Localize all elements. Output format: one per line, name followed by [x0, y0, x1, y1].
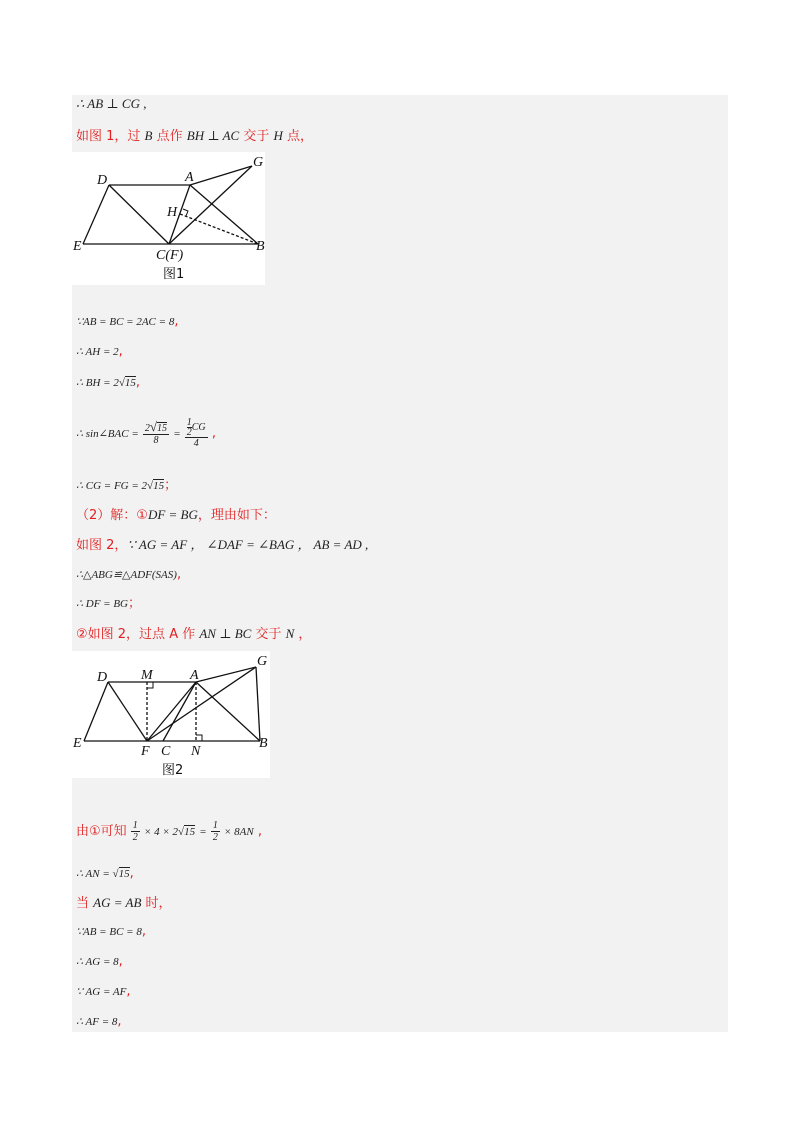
figure-1-caption: 图1 [163, 267, 185, 282]
line-draw-bh [76, 128, 313, 145]
math-text: ∴ AN = [76, 868, 113, 880]
red-text: ， [294, 627, 312, 642]
line-ag-af [76, 984, 131, 1000]
red-text: （2）解：① [76, 508, 148, 523]
math-text: ∴ AH = 2 [76, 346, 119, 358]
label-d: D [97, 670, 108, 685]
line-ab-bc-8 [76, 924, 146, 940]
figure-1 [72, 152, 265, 285]
red-comma: , [118, 954, 123, 969]
line-cg-fg: ∴ CG = FG = 2√15； [76, 478, 178, 493]
label-n: N [191, 744, 201, 759]
math-text: × 4 × 2 [143, 826, 179, 838]
line-ag-8 [76, 954, 123, 970]
label-e: E [73, 736, 82, 751]
red-comma: , [257, 824, 262, 839]
red-comma: , [176, 567, 182, 582]
label-a: A [185, 170, 194, 185]
line-ab-bc-ac [76, 314, 178, 330]
red-semicolon: ； [164, 478, 178, 493]
math-text: ∴△ABG≌△ADF(SAS) [76, 569, 177, 581]
red-text: ②如图 2，过点 A 作 [76, 627, 200, 642]
math-text: ∴ CG = FG = 2 [76, 480, 148, 492]
line-df-bg [76, 596, 141, 612]
math-text: × 8AN [223, 826, 254, 838]
red-text: 如图 1，过 [76, 129, 145, 144]
math-text: ∴ AF = 8 [76, 1016, 118, 1028]
sqrt-radicand: 15 [153, 480, 165, 492]
red-comma: , [117, 1014, 122, 1029]
fraction-sin-1: $\frac{2√15}{8}$ [144, 419, 168, 446]
red-text: 交于 [251, 627, 286, 642]
line-af-8 [76, 1014, 122, 1030]
math-text: = [199, 826, 207, 838]
label-m: M [141, 668, 153, 683]
fraction-half-2: $\frac{1}{2}$ [212, 820, 218, 843]
line-part2-intro [76, 507, 276, 524]
line-bh: ∴ BH = 2√15, [76, 375, 141, 390]
math-text: H [273, 128, 283, 143]
red-comma: , [118, 344, 123, 359]
red-comma: , [129, 866, 134, 881]
sqrt-radicand: 15 [124, 377, 136, 389]
line-draw-an [76, 626, 311, 643]
red-text: 由①可知 [76, 824, 127, 839]
math-text: AN ⊥ BC [199, 626, 252, 641]
label-cf: C(F) [156, 248, 184, 263]
figure-2 [72, 651, 270, 778]
fraction-half: $\frac{1}{2}$ [132, 820, 138, 843]
red-text: 交于 [239, 129, 274, 144]
math-text: ∵AB = BC = 8 [76, 926, 142, 938]
figure-2-diagram [72, 651, 270, 778]
red-text: 时， [141, 896, 172, 911]
math-text: ∴ sin∠BAC = [76, 428, 139, 440]
math-text: ∴ AG = 8 [76, 956, 119, 968]
figure-2-caption: 图2 [162, 763, 184, 778]
math-text: B [144, 128, 153, 143]
fraction-sin-2: $\frac{1}{2}$ CG 4 [186, 417, 206, 449]
sqrt-radicand: 15 [118, 868, 130, 880]
label-f: F [141, 744, 150, 759]
line-congruence [76, 567, 181, 583]
line-when-ag-ab [76, 895, 172, 912]
math-text: DF = BG [147, 507, 198, 522]
label-d: D [97, 173, 108, 188]
math-text: ∵ AG = AF ， ∠DAF = ∠BAG ， AB = AD , [127, 537, 369, 552]
label-b: B [259, 736, 268, 751]
red-text: ，理由如下： [197, 508, 276, 523]
math-text: ∴ DF = BG [76, 598, 128, 610]
line-fig2-conditions [76, 537, 368, 554]
math-text: ∵ AG = AF [76, 986, 127, 998]
line-sin-bac: ∴ sin∠BAC = $\frac{2√15}{8}$ = $\frac{1}{2}$ CG 4 , [76, 417, 216, 449]
label-c: C [161, 744, 171, 759]
red-text: 当 [76, 896, 94, 911]
line-an: ∴ AN = √15, [76, 866, 134, 881]
label-g: G [253, 155, 264, 170]
label-a: A [190, 668, 199, 683]
line-ah [76, 344, 123, 360]
math-text: ∵AB = BC = 2AC = 8 [76, 316, 175, 328]
label-e: E [73, 239, 82, 254]
math-text: N [285, 626, 295, 641]
label-g: G [257, 654, 268, 669]
label-h: H [167, 205, 178, 220]
label-b: B [256, 239, 265, 254]
red-semicolon: ； [128, 596, 142, 611]
red-text: 点作 [152, 129, 187, 144]
red-comma: , [135, 375, 141, 390]
red-comma: , [174, 314, 179, 329]
sqrt-radicand: 15 [184, 826, 196, 838]
red-comma: , [126, 984, 131, 999]
red-text: 如图 2， [76, 538, 128, 553]
math-text: AG = AB [93, 895, 142, 910]
figure-1-diagram [72, 152, 265, 285]
math-text: BH ⊥ AC [186, 128, 240, 143]
line-area-equation: 由①可知 $\frac{1}{2}$ × 4 × 2√15 = $\frac{1}{2}$ × 8AN , [76, 820, 262, 843]
line-ab-perp-cg [76, 96, 146, 113]
red-comma: , [141, 924, 146, 939]
red-comma: , [211, 426, 216, 441]
math-text: ∴ AB ⊥ CG , [76, 96, 147, 111]
red-text: 点， [282, 129, 313, 144]
math-text: ∴ BH = 2 [76, 377, 119, 389]
